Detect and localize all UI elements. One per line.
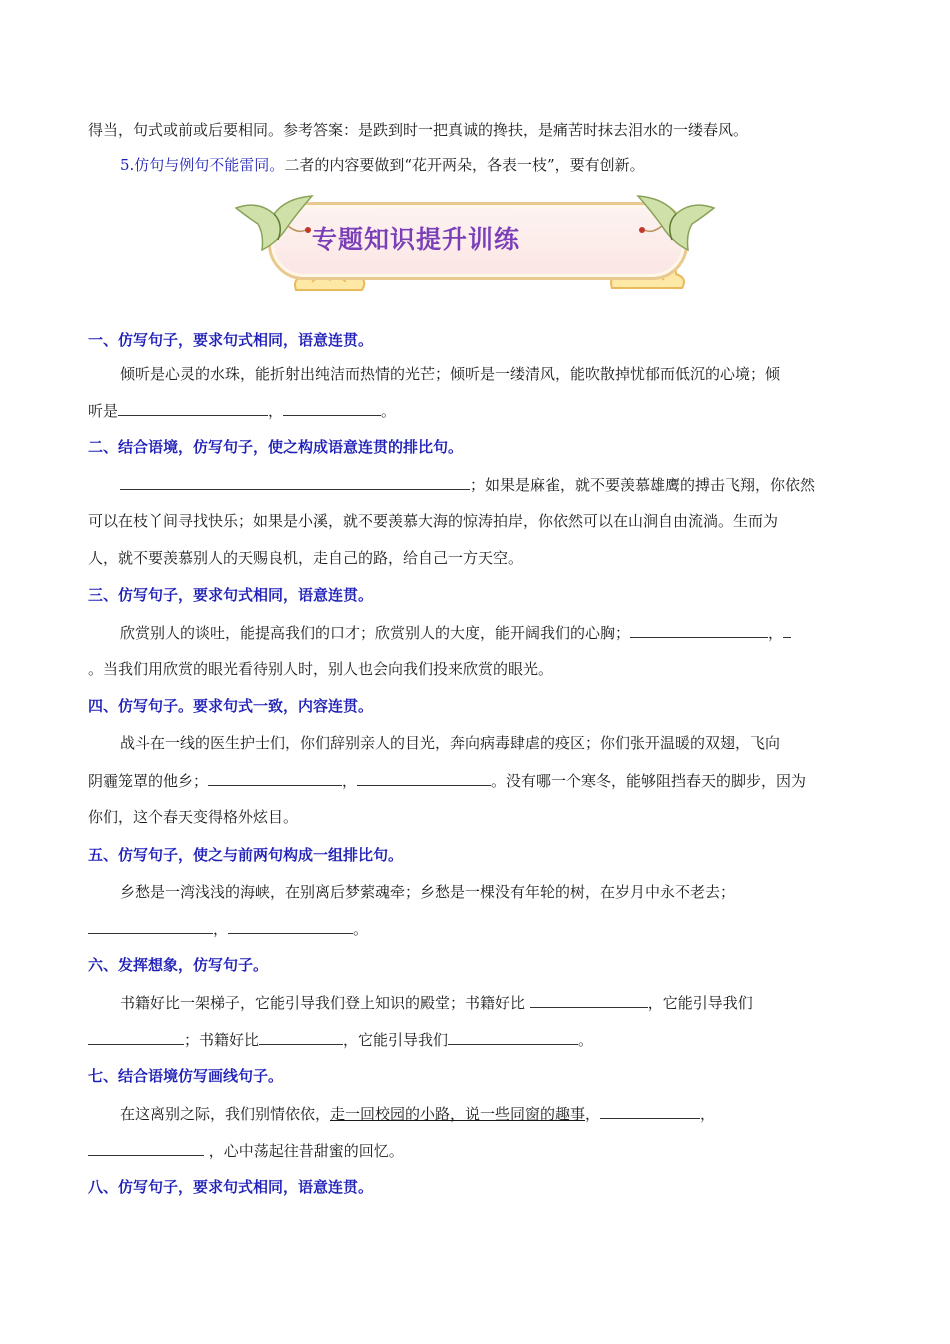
question-7-fill-line: ，心中荡起往昔甜蜜的回忆。 <box>88 1140 860 1161</box>
question-4-text: 战斗在一线的医生护士们，你们辞别亲人的目光，奔向病毒肆虐的疫区；你们张开温暖的双翅，飞向 <box>120 734 781 752</box>
question-3-fill-line: 欣赏别人的谈吐，能提高我们的口才；欣赏别人的大度，能开阔我们的心胸； ， <box>120 622 860 643</box>
answer-blank[interactable] <box>448 1029 578 1045</box>
answer-blank[interactable] <box>783 622 791 638</box>
tip-5-label: 5.仿句与例句不能雷同。 <box>120 156 285 174</box>
answer-blank[interactable] <box>530 992 648 1008</box>
question-4-fill-line: 阴霾笼罩的他乡； ， 。没有哪一个寒冬，能够阻挡春天的脚步，因为 <box>88 772 807 790</box>
answer-blank[interactable] <box>208 770 342 786</box>
section-banner <box>228 190 722 298</box>
question-3-text: 。当我们用欣赏的眼光看待别人时，别人也会向我们投来欣赏的眼光。 <box>88 660 554 678</box>
answer-blank[interactable] <box>357 770 491 786</box>
question-5-text: 乡愁是一湾浅浅的海峡，在别离后梦萦魂牵；乡愁是一棵没有年轮的树，在岁月中永不老去； <box>120 883 736 901</box>
question-6-heading: 六、发挥想象，仿写句子。 <box>88 956 269 974</box>
question-4-heading: 四、仿写句子。要求句式一致，内容连贯。 <box>88 697 374 715</box>
crane-right-icon <box>626 190 722 262</box>
question-6-fill-line: 书籍好比一架梯子，它能引导我们登上知识的殿堂；书籍好比 ，它能引导我们 <box>120 994 753 1012</box>
answer-line: 得当，句式或前或后要相同。参考答案：是跌到时一把真诚的搀扶，是痛苦时抹去泪水的一缕春风。 <box>88 121 749 139</box>
question-8-heading: 八、仿写句子，要求句式相同，语意连贯。 <box>88 1178 374 1196</box>
banner-title: 专题知识提升训练 <box>312 225 521 254</box>
question-3-heading: 三、仿写句子，要求句式相同，语意连贯。 <box>88 586 374 604</box>
question-2-text: 可以在枝丫间寻找快乐；如果是小溪，就不要羡慕大海的惊涛拍岸，你依然可以在山涧自由流淌。生而为 <box>88 512 779 530</box>
question-5-fill-line: ， 。 <box>88 918 860 939</box>
question-1-text: 倾听是心灵的水珠，能折射出纯洁而热情的光芒；倾听是一缕清风，能吹散掉忧郁而低沉的心境；倾 <box>120 365 781 383</box>
underlined-sentence: 走一回校园的小路，说一些同窗的趣事 <box>330 1105 586 1123</box>
answer-blank[interactable] <box>600 1103 700 1119</box>
question-4-text: 你们，这个春天变得格外炫目。 <box>88 808 299 826</box>
answer-blank[interactable] <box>120 474 470 490</box>
question-5-heading: 五、仿写句子，使之与前两句构成一组排比句。 <box>88 846 404 864</box>
answer-blank[interactable] <box>88 1029 184 1045</box>
answer-blank[interactable] <box>259 1029 343 1045</box>
answer-blank[interactable] <box>88 918 213 934</box>
question-1-fill-line: 听是 ， 。 <box>88 402 397 420</box>
answer-blank[interactable] <box>630 622 768 638</box>
question-1-heading: 一、仿写句子，要求句式相同，语意连贯。 <box>88 331 374 349</box>
crane-left-icon <box>228 190 324 262</box>
answer-blank[interactable] <box>228 918 353 934</box>
tip-5-text: 二者的内容要做到“花开两朵，各表一枝”，要有创新。 <box>284 156 645 174</box>
question-7-fill-line: 在这离别之际，我们别情依依，走一回校园的小路，说一些同窗的趣事， ， <box>120 1105 716 1123</box>
question-7-heading: 七、结合语境仿写画线句子。 <box>88 1067 284 1085</box>
question-2-fill-line: ；如果是麻雀，就不要羡慕雄鹰的搏击飞翔，你依然 <box>120 474 860 495</box>
tip-5 <box>120 155 860 175</box>
answer-blank[interactable] <box>283 400 381 416</box>
question-6-fill-line: ；书籍好比 ，它能引导我们 。 <box>88 1029 860 1050</box>
answer-blank[interactable] <box>88 1140 204 1156</box>
question-2-heading: 二、结合语境，仿写句子，使之构成语意连贯的排比句。 <box>88 438 464 456</box>
question-2-text: 人，就不要羡慕别人的天赐良机，走自己的路，给自己一方天空。 <box>88 549 524 567</box>
answer-blank[interactable] <box>118 400 268 416</box>
